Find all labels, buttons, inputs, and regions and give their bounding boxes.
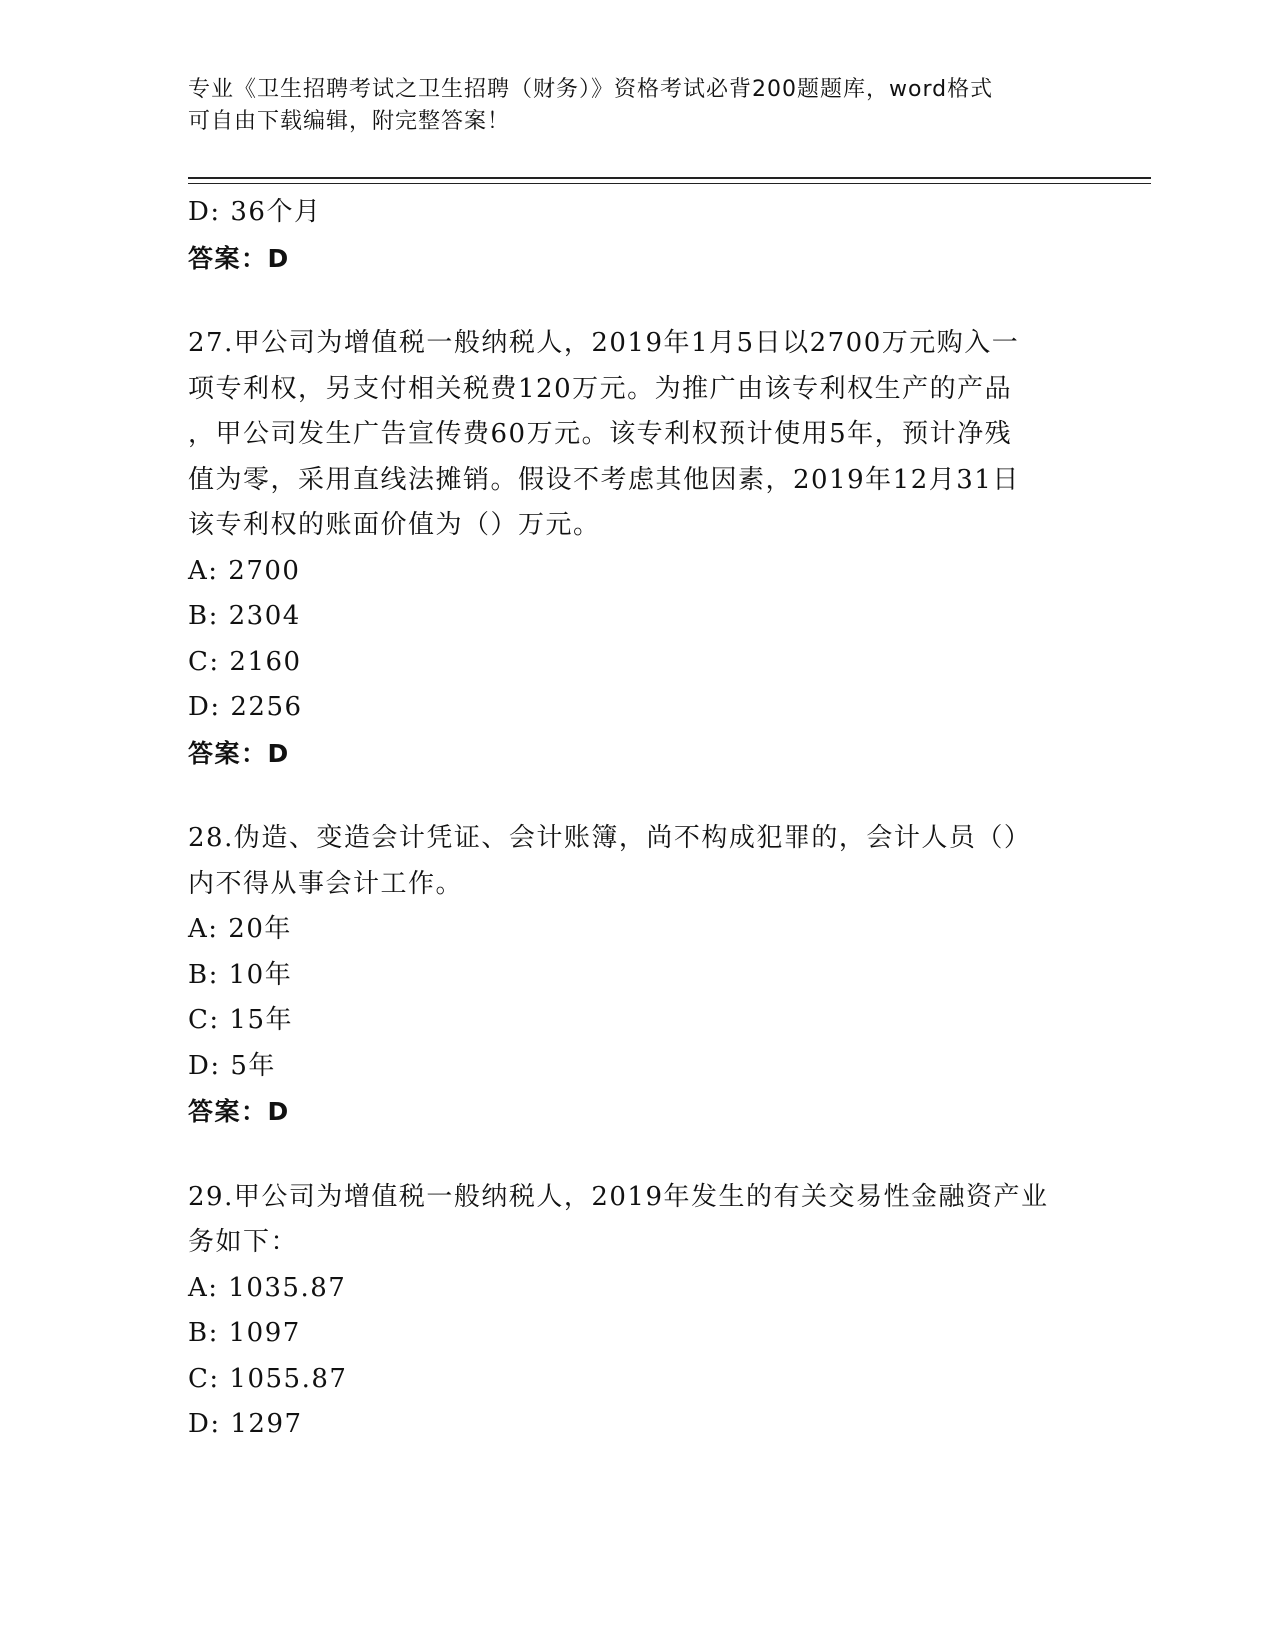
option-d: D: 5年 — [188, 1050, 276, 1081]
header-line-2: 可自由下载编辑，附完整答案！ — [188, 109, 511, 134]
question-text-line: 务如下： — [188, 1227, 299, 1257]
question-28 — [188, 816, 1088, 1135]
option-c: C: 15年 — [188, 1005, 294, 1035]
option-d: D: 36个月 — [188, 197, 322, 227]
question-text-line: 28.伪造、变造会计凭证、会计账簿，尚不构成犯罪的，会计人员（） — [188, 823, 1032, 853]
option-d: D: 1297 — [188, 1409, 303, 1439]
question-text-line: 该专利权的账面价值为（）万元。 — [188, 510, 601, 540]
answer: 答案：D — [188, 738, 290, 768]
question-text-line: 27.甲公司为增值税一般纳税人，2019年1月5日以2700万元购入一 — [188, 328, 1020, 358]
option-c: C: 1055.87 — [188, 1363, 348, 1394]
option-b: B: 1097 — [188, 1318, 301, 1348]
option-a: A: 1035.87 — [188, 1272, 347, 1303]
question-text-line: 项专利权，另支付相关税费120万元。为推广由该专利权生产的产品 — [188, 373, 1013, 404]
option-d: D: 2256 — [188, 692, 303, 722]
option-c: C: 2160 — [188, 646, 302, 677]
document-body — [188, 190, 1088, 1448]
question-text-line: ，甲公司发生广告宣传费60万元。该专利权预计使用5年，预计净残 — [188, 419, 1013, 449]
question-26-tail — [188, 190, 1088, 281]
question-text-line: 值为零，采用直线法摊销。假设不考虑其他因素，2019年12月31日 — [188, 464, 1020, 495]
header-line-1: 专业《卫生招聘考试之卫生招聘（财务）》资格考试必背200题题库，word格式 — [188, 77, 994, 102]
document-header — [188, 74, 1068, 138]
question-text-line: 29.甲公司为增值税一般纳税人，2019年发生的有关交易性金融资产业 — [188, 1181, 1049, 1212]
answer: 答案：D — [188, 1097, 290, 1126]
option-a: A: 2700 — [188, 555, 301, 586]
header-divider-thin — [188, 183, 1151, 184]
header-divider-thick — [188, 177, 1151, 179]
option-b: B: 2304 — [188, 601, 301, 631]
question-text-line: 内不得从事会计工作。 — [188, 868, 464, 899]
answer: 答案：D — [188, 243, 290, 273]
question-29 — [188, 1175, 1088, 1448]
question-27 — [188, 321, 1088, 776]
option-a: A: 20年 — [188, 914, 292, 944]
option-b: B: 10年 — [188, 959, 293, 990]
